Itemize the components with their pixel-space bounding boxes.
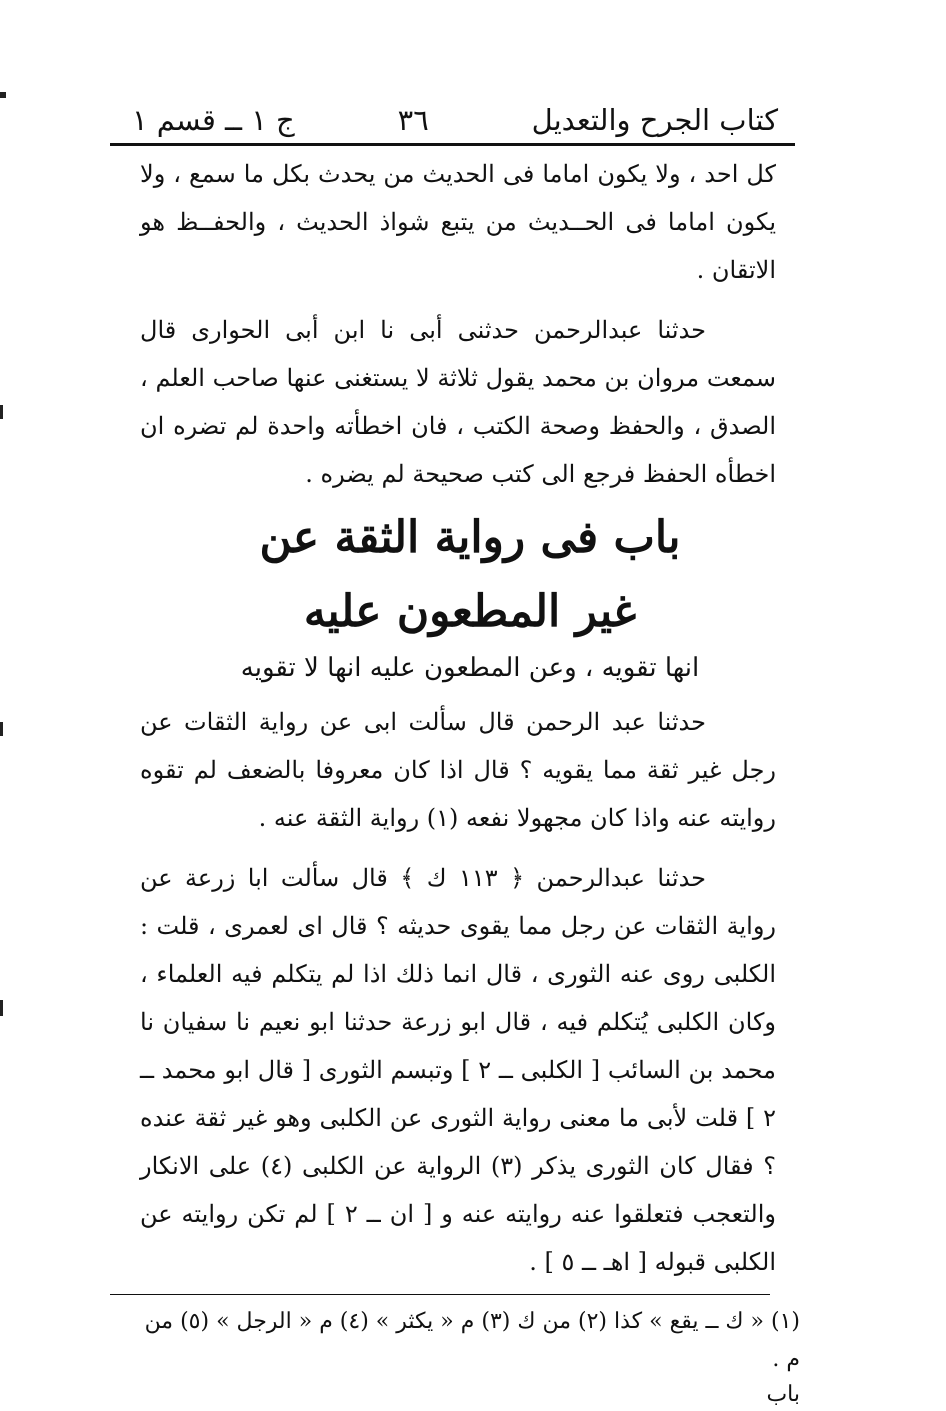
footnote: (١) « ك ــ يقع » كذا (٢) من ك (٣) م « يكثر » (٤) م « الرجل » (٥) من م .: [144, 1309, 800, 1372]
catchword: باب: [766, 1382, 800, 1407]
book-page: [110, 95, 800, 1411]
paragraph-abu-zura: حدثنا عبدالرحمن ﴿ ١١٣ ك ﴾ قال سألت ابا زرعة عن رواية الثقات عن رجل مما يقوى حديثه ؟ قال اى لعمرى ، قلت : الكلبى روى عنه الثورى ، قال انما ذلك اذا لم يتكلم فيه العلماء ، وكان الكلبى يُتكلم فيه ، قال ابو زرعة حدثنا ابو نعيم نا سفيان نا محمد بن السائب [ الكلبى ــ ٢ ] وتبسم الثورى [ قال ابو محمد ــ ٢ ] قلت لأبى ما معنى رواية الثورى عن الكلبى وهو غير ثقة عنده ؟ فقال كان الثورى يذكر (٣) الرواية عن الكلبى (٤) على الانكار والتعجب فتعلقوا عنه روايته عنه و [ ان ــ ٢ ] لم تكن روايته عن الكلبى قبوله [ اهـ ــ ٥ ] .: [140, 864, 777, 1276]
paragraph-continued: كل احد ، ولا يكون اماما فى الحديث من يحدث بكل ما سمع ، ولا يكون اماما فى الحــديث من يتبع شواذ الحديث ، والحفــظ هو الاتقان .: [140, 160, 776, 284]
paragraph-gap: [110, 294, 800, 306]
chapter-title-line1: باب فى رواية الثقة عن: [259, 512, 681, 563]
scan-edge-mark: [0, 92, 6, 98]
scan-edge-mark: [0, 1000, 3, 1016]
paragraph-gap: [110, 842, 800, 854]
volume-part: ج ١ ــ قسم ١: [132, 103, 295, 137]
chapter-subtitle: انها تقويه ، وعن المطعون عليه انها لا تقويه: [240, 653, 700, 683]
running-header: [110, 95, 800, 143]
page-number: ٣٦: [397, 103, 429, 137]
book-title: كتاب الجرح والتعديل: [531, 103, 778, 137]
paragraph-abi: حدثنا عبد الرحمن قال سألت ابى عن رواية الثقات عن رجل غير ثقة مما يقويه ؟ قال اذا كان معروفا بالضعف لم تقوه روايته عنه واذا كان مجهولا نفعه (١) رواية الثقة عنه .: [140, 708, 776, 832]
scan-edge-mark: [0, 405, 3, 419]
paragraph-marwan: حدثنا عبدالرحمن حدثنى أبى نا ابن أبى الحوارى قال سمعت مروان بن محمد يقول ثلاثة لا يستغنى عنها صاحب العلم ، الصدق ، والحفظ وصحة الكتب ، فان اخطأته واحدة لم تضره ان اخطأه الحفظ فرجع الى كتب صحيحة لم يضره .: [140, 316, 776, 488]
header-rule: [110, 143, 795, 146]
footnote-rule: [110, 1294, 770, 1295]
scan-edge-mark: [0, 722, 3, 736]
chapter-title-line2: غير المطعون عليه: [303, 586, 637, 637]
